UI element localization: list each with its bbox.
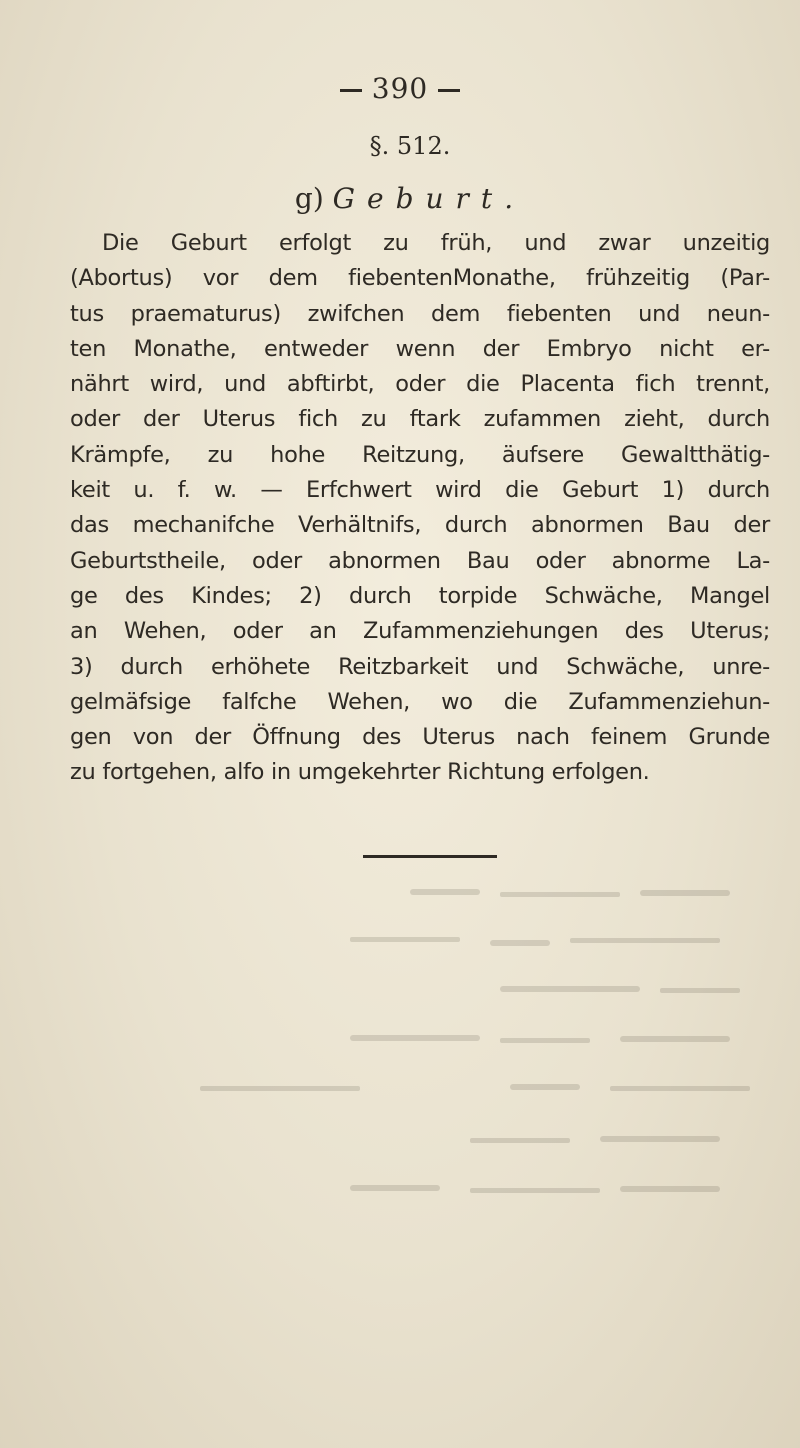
page-header <box>0 72 800 105</box>
page-number: 390 <box>371 72 429 105</box>
text-line: 3) durch erhöhete Reitzbarkeit und Schwäche, unre- <box>70 653 770 680</box>
text-line: gelmäfsige falfche Wehen, wo die Zufammenziehun- <box>70 688 770 715</box>
text-line: zu fortgehen, alfo in umgekehrter Richtung erfolgen. <box>70 759 650 786</box>
text-line: Krämpfe, zu hohe Reitzung, äufsere Gewaltthätig- <box>70 441 770 468</box>
body-paragraph <box>70 226 770 791</box>
text-line: (Abortus) vor dem fiebentenMonathe, frühzeitig (Par- <box>70 265 770 292</box>
header-dash-right <box>438 89 460 92</box>
heading-title: Geburt. <box>332 182 526 215</box>
text-line: Die Geburt erfolgt zu früh, und zwar unzeitig <box>102 230 770 256</box>
text-line: an Wehen, oder an Zufammenziehungen des Uterus; <box>70 618 770 645</box>
heading-letter: g) <box>294 182 324 215</box>
text-line: ten Monathe, entweder wenn der Embryo nicht er- <box>70 335 770 362</box>
bleed-through-marks <box>60 880 760 1260</box>
text-line: Geburtstheile, oder abnormen Bau oder abnorme La- <box>70 547 770 574</box>
text-line: gen von der Öffnung des Uterus nach feinem Grunde <box>70 724 770 751</box>
section-number: §. 512. <box>369 132 451 160</box>
header-dash-left <box>340 89 362 92</box>
text-line: keit u. f. w. — Erfchwert wird die Geburt 1) durch <box>70 477 770 504</box>
text-line: oder der Uterus fich zu ftark zufammen zieht, durch <box>70 406 770 433</box>
end-rule <box>363 855 497 858</box>
text-line: tus praematurus) zwifchen dem fiebenten und neun- <box>70 300 770 327</box>
text-line: ge des Kindes; 2) durch torpide Schwäche, Mangel <box>70 582 770 609</box>
section-heading <box>0 182 800 215</box>
text-line: nährt wird, und abftirbt, oder die Placenta fich trennt, <box>70 371 770 398</box>
text-line: das mechanifche Verhältnifs, durch abnormen Bau der <box>70 512 770 539</box>
bleed-through-texture <box>60 880 760 1260</box>
